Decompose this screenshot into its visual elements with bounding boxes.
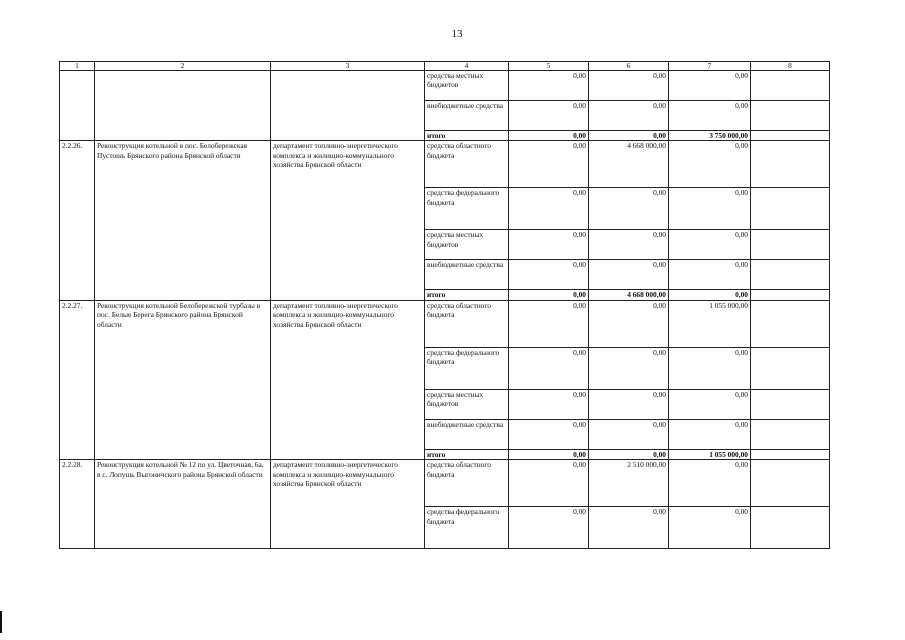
value-cell: 0,00 — [509, 71, 589, 101]
value-cell: 0,00 — [669, 141, 751, 188]
funding-source-cell: средства областного бюджета — [425, 460, 509, 507]
item-number-cell — [60, 71, 95, 141]
value-cell — [751, 449, 830, 459]
value-cell — [751, 131, 830, 141]
funding-source-cell: итого — [425, 449, 509, 459]
funding-source-cell: средства местных бюджетов — [425, 389, 509, 419]
column-header: 5 — [509, 62, 589, 71]
value-cell: 0,00 — [669, 419, 751, 449]
column-header: 7 — [669, 62, 751, 71]
value-cell: 0,00 — [669, 389, 751, 419]
value-cell: 0,00 — [509, 419, 589, 449]
column-header: 6 — [589, 62, 669, 71]
funding-source-cell: итого — [425, 290, 509, 300]
value-cell: 0,00 — [669, 507, 751, 549]
scan-edge-mark — [0, 611, 2, 633]
column-header: 4 — [425, 62, 509, 71]
value-cell: 1 055 000,00 — [669, 449, 751, 459]
value-cell — [751, 101, 830, 131]
value-cell: 0,00 — [669, 71, 751, 101]
item-name-cell: Реконструкция котельной № 12 по ул. Цветочная, 6а, в с. Лопушь Выгоничского района Брянской области — [95, 460, 271, 549]
value-cell: 2 510 000,00 — [589, 460, 669, 507]
column-header: 3 — [271, 62, 425, 71]
value-cell — [751, 460, 830, 507]
value-cell: 0,00 — [589, 101, 669, 131]
item-name-cell: Реконструкция котельной в пос. Белобережская Пустошь Брянского района Брянской области — [95, 141, 271, 300]
value-cell: 0,00 — [669, 230, 751, 260]
column-header: 1 — [60, 62, 95, 71]
item-number-cell: 2.2.28. — [60, 460, 95, 549]
value-cell: 0,00 — [669, 260, 751, 290]
item-executor-cell: департамент топливно-энергетического комплекса и жилищно-коммунального хозяйства Брянской области — [271, 460, 425, 549]
funding-source-cell: средства федерального бюджета — [425, 188, 509, 230]
value-cell: 0,00 — [589, 230, 669, 260]
item-number-cell: 2.2.26. — [60, 141, 95, 300]
value-cell: 1 055 000,00 — [669, 300, 751, 347]
item-name-cell — [95, 71, 271, 141]
value-cell: 0,00 — [509, 300, 589, 347]
value-cell: 3 750 000,00 — [669, 131, 751, 141]
value-cell: 0,00 — [589, 71, 669, 101]
value-cell — [751, 230, 830, 260]
funding-source-cell: средства федерального бюджета — [425, 507, 509, 549]
value-cell: 4 668 000,00 — [589, 141, 669, 188]
funding-source-cell: средства местных бюджетов — [425, 230, 509, 260]
value-cell: 0,00 — [669, 101, 751, 131]
funding-source-cell: внебюджетные средства — [425, 101, 509, 131]
table-header-row — [60, 62, 830, 71]
value-cell: 0,00 — [589, 300, 669, 347]
page-number: 13 — [451, 28, 463, 40]
value-cell: 0,00 — [509, 188, 589, 230]
item-number-cell: 2.2.27. — [60, 300, 95, 459]
table-row — [60, 460, 830, 507]
value-cell: 0,00 — [509, 101, 589, 131]
value-cell: 0,00 — [669, 290, 751, 300]
value-cell — [751, 71, 830, 101]
value-cell: 0,00 — [589, 389, 669, 419]
value-cell — [751, 419, 830, 449]
funding-source-cell: средства местных бюджетов — [425, 71, 509, 101]
value-cell — [751, 507, 830, 549]
value-cell: 0,00 — [509, 131, 589, 141]
value-cell: 0,00 — [509, 449, 589, 459]
value-cell — [751, 300, 830, 347]
value-cell: 0,00 — [589, 347, 669, 389]
value-cell — [751, 141, 830, 188]
item-executor-cell: департамент топливно-энергетического комплекса и жилищно-коммунального хозяйства Брянской области — [271, 141, 425, 300]
value-cell: 0,00 — [589, 260, 669, 290]
value-cell — [751, 290, 830, 300]
table-row — [60, 141, 830, 188]
value-cell: 0,00 — [669, 188, 751, 230]
funding-source-cell: итого — [425, 131, 509, 141]
funding-source-cell: внебюджетные средства — [425, 260, 509, 290]
value-cell: 0,00 — [669, 347, 751, 389]
value-cell: 0,00 — [509, 230, 589, 260]
value-cell: 0,00 — [509, 347, 589, 389]
value-cell: 0,00 — [509, 460, 589, 507]
value-cell: 0,00 — [589, 188, 669, 230]
item-executor-cell — [271, 71, 425, 141]
value-cell: 0,00 — [589, 449, 669, 459]
value-cell: 0,00 — [589, 131, 669, 141]
table-row — [60, 71, 830, 101]
value-cell: 0,00 — [589, 419, 669, 449]
budget-table — [59, 61, 830, 549]
funding-source-cell: средства областного бюджета — [425, 300, 509, 347]
item-executor-cell: департамент топливно-энергетического комплекса и жилищно-коммунального хозяйства Брянской области — [271, 300, 425, 459]
value-cell: 0,00 — [509, 389, 589, 419]
value-cell: 0,00 — [589, 507, 669, 549]
item-name-cell: Реконструкция котельной Белобережской турбазы в пос. Белые Берега Брянского района Брянской области — [95, 300, 271, 459]
value-cell: 0,00 — [669, 460, 751, 507]
value-cell — [751, 347, 830, 389]
value-cell: 0,00 — [509, 507, 589, 549]
value-cell — [751, 188, 830, 230]
value-cell: 4 668 000,00 — [589, 290, 669, 300]
funding-source-cell: средства федерального бюджета — [425, 347, 509, 389]
funding-source-cell: средства областного бюджета — [425, 141, 509, 188]
funding-source-cell: внебюджетные средства — [425, 419, 509, 449]
value-cell: 0,00 — [509, 290, 589, 300]
value-cell: 0,00 — [509, 141, 589, 188]
column-header: 8 — [751, 62, 830, 71]
value-cell: 0,00 — [509, 260, 589, 290]
value-cell — [751, 389, 830, 419]
table-row — [60, 300, 830, 347]
value-cell — [751, 260, 830, 290]
column-header: 2 — [95, 62, 271, 71]
